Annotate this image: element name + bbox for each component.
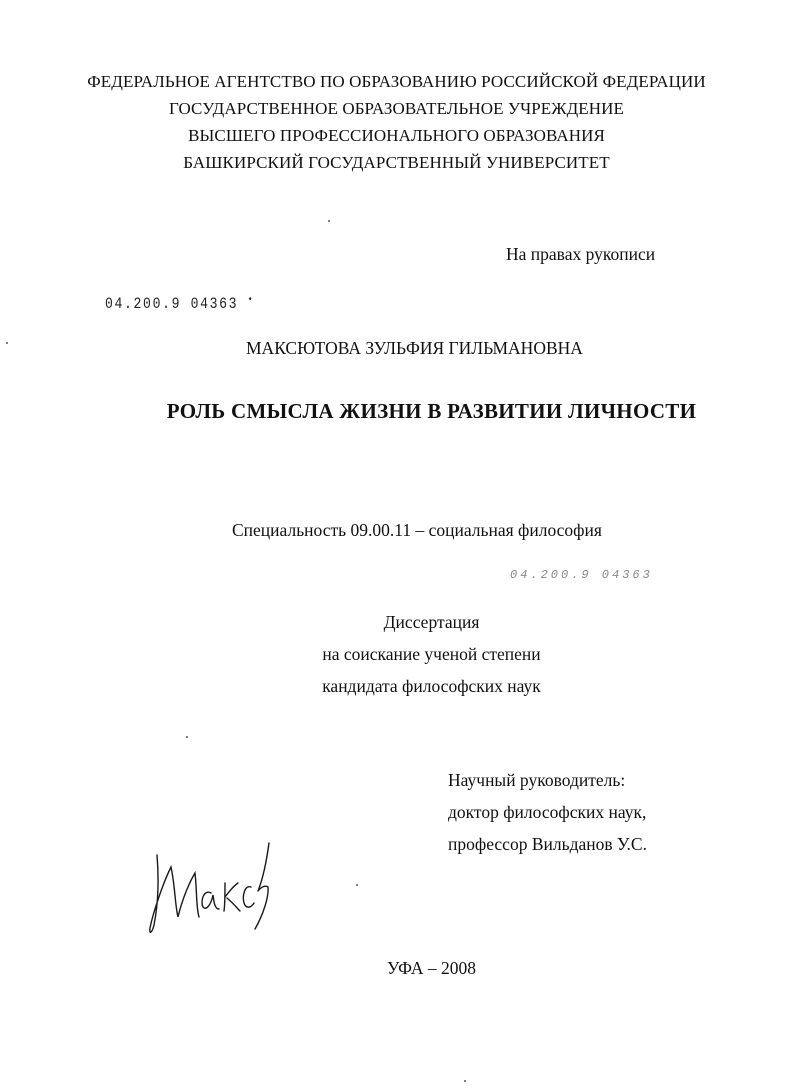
header-agency: ФЕДЕРАЛЬНОЕ АГЕНТСТВО ПО ОБРАЗОВАНИЮ РОССИЙСКОЙ ФЕДЕРАЦИИ <box>87 72 706 91</box>
supervisor-degree: доктор философских наук, <box>448 802 647 822</box>
dissertation-title: РОЛЬ СМЫСЛА ЖИЗНИ В РАЗВИТИИ ЛИЧНОСТИ <box>166 399 697 423</box>
scan-speck <box>356 884 358 886</box>
handwritten-signature <box>145 825 280 940</box>
degree-line: на соискание ученой степени <box>322 644 541 664</box>
manuscript-note: На правах рукописи <box>506 244 656 264</box>
header-education-level: ВЫСШЕГО ПРОФЕССИОНАЛЬНОГО ОБРАЗОВАНИЯ <box>188 126 605 145</box>
dissertation-label: Диссертация <box>383 612 480 632</box>
stamp-mark: • <box>247 295 255 306</box>
scan-speck <box>6 342 8 344</box>
scan-speck <box>464 1080 466 1082</box>
registration-number: 04.200.9 04363 <box>105 295 239 313</box>
faint-stamp: 04.200.9 04363 <box>510 568 653 582</box>
registration-number-stamp <box>105 295 254 313</box>
supervisor-name: профессор Вильданов У.С. <box>448 834 647 854</box>
supervisor-label: Научный руководитель: <box>448 770 626 790</box>
author-name: МАКСЮТОВА ЗУЛЬФИЯ ГИЛЬМАНОВНА <box>246 338 583 358</box>
specialty: Специальность 09.00.11 – социальная философия <box>232 520 602 540</box>
header-institution-type: ГОСУДАРСТВЕННОЕ ОБРАЗОВАТЕЛЬНОЕ УЧРЕЖДЕНИЕ <box>168 99 625 118</box>
city-year: УФА – 2008 <box>387 958 476 978</box>
degree-field-line: кандидата философских наук <box>322 676 541 696</box>
scan-speck <box>328 220 330 222</box>
scan-speck <box>186 736 188 738</box>
header-university: БАШКИРСКИЙ ГОСУДАРСТВЕННЫЙ УНИВЕРСИТЕТ <box>183 153 610 172</box>
